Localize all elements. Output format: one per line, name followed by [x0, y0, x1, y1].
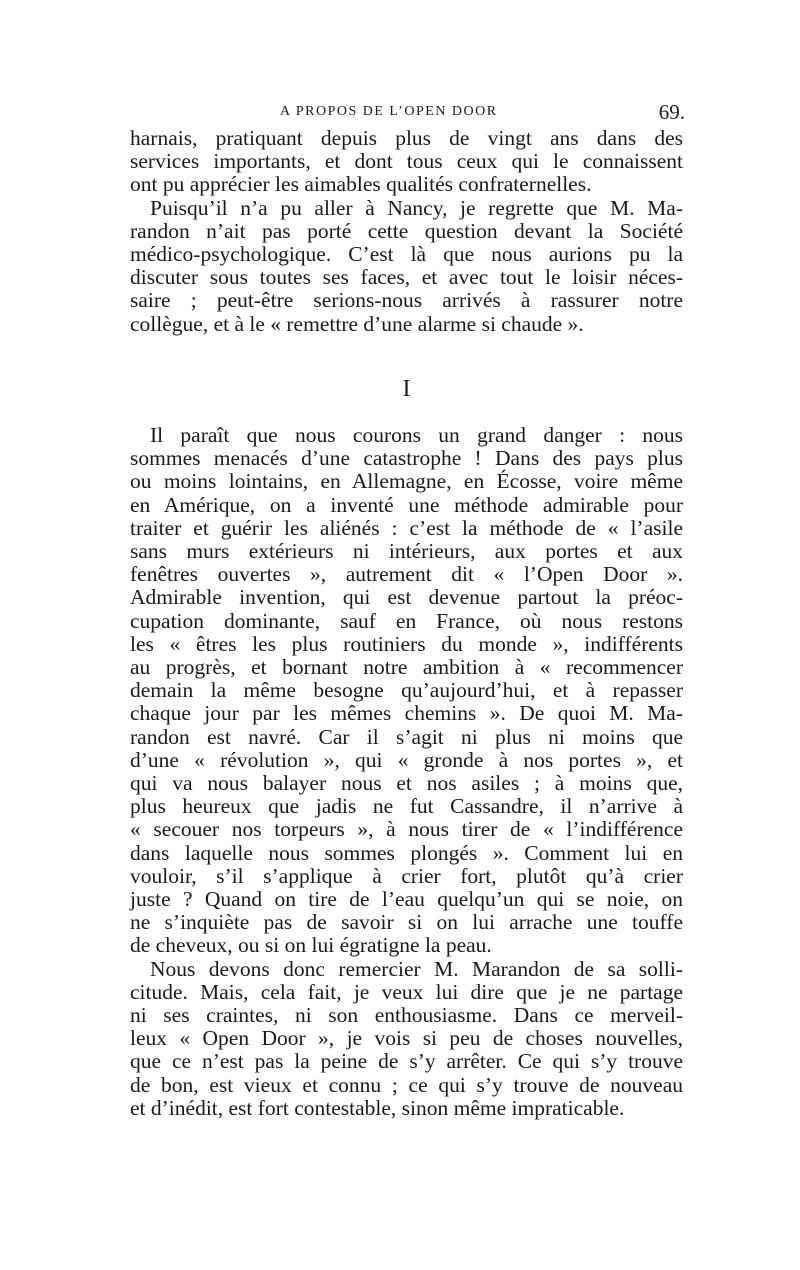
text-line: plus heureux que jadis ne fut Cassandre, il n’arrive à	[130, 794, 683, 819]
text-line: au progrès, et bornant notre ambition à « recommencer	[130, 655, 683, 680]
text-line: demain la même besogne qu’aujourd’hui, et à repasser	[130, 678, 683, 703]
text-line: les « êtres les plus routiniers du monde », indifférents	[130, 631, 683, 656]
text-line: citude. Mais, cela fait, je veux lui dire que je ne partage	[130, 979, 683, 1004]
text-block-section-1	[130, 424, 683, 1120]
text-line: vouloir, s’il s’applique à crier fort, plutôt qu’à crier	[130, 863, 683, 888]
text-line: services importants, et dont tous ceux qui le connaissent	[130, 149, 683, 174]
running-head	[130, 100, 685, 124]
page-number: 69.	[658, 100, 685, 124]
running-title: A PROPOS DE L’OPEN DOOR	[280, 104, 498, 119]
text-line: Admirable invention, qui est devenue partout la préoc-	[130, 585, 683, 610]
text-line: Puisqu’il n’a pu aller à Nancy, je regrette que M. Ma-	[150, 195, 683, 220]
text-line: « secouer nos torpeurs », à nous tirer de « l’indifférence	[130, 817, 683, 842]
text-line: sommes menacés d’une catastrophe ! Dans des pays plus	[130, 446, 683, 471]
text-line: saire ; peut-être serions-nous arrivés à rassurer notre	[130, 288, 683, 313]
text-line: traiter et guérir les aliénés : c’est la méthode de « l’asile	[130, 515, 683, 540]
text-block-continuation	[130, 127, 683, 336]
text-line: Nous devons donc remercier M. Marandon de sa solli-	[150, 956, 683, 981]
text-line: dans laquelle nous sommes plongés ». Comment lui en	[130, 840, 683, 865]
section-heading: I	[402, 376, 411, 402]
text-line: sans murs extérieurs ni intérieurs, aux portes et aux	[130, 539, 683, 564]
text-line: discuter sous toutes ses faces, et avec tout le loisir néces-	[130, 265, 683, 290]
text-line: randon n’ait pas porté cette question devant la Société	[130, 218, 683, 243]
text-line: ni ses craintes, ni son enthousiasme. Dans ce merveil-	[130, 1003, 683, 1028]
text-line: leux « Open Door », je vois si peu de choses nouvelles,	[130, 1026, 683, 1051]
text-line: Il paraît que nous courons un grand danger : nous	[150, 423, 683, 447]
text-line: médico-psychologique. C’est là que nous aurions pu la	[130, 242, 683, 267]
text-line: ou moins lointains, en Allemagne, en Écosse, voire même	[130, 469, 683, 494]
text-line: ont pu apprécier les aimables qualités confraternelles.	[130, 172, 592, 197]
text-line: juste ? Quand on tire de l’eau quelqu’un qui se noie, on	[130, 887, 683, 912]
text-line: de bon, est vieux et connu ; ce qui s’y trouve de nouveau	[130, 1072, 683, 1097]
text-line: qui va nous balayer nous et nos asiles ; à moins que,	[130, 771, 683, 796]
text-line: fenêtres ouvertes », autrement dit « l’Open Door ».	[130, 562, 683, 587]
text-line: collègue, et à le « remettre d’une alarme si chaude ».	[130, 311, 584, 336]
text-line: en Amérique, on a inventé une méthode admirable pour	[130, 492, 683, 517]
text-line: randon est navré. Car il s’agit ni plus ni moins que	[130, 724, 683, 749]
text-line: chaque jour par les mêmes chemins ». De quoi M. Ma-	[130, 701, 683, 726]
text-line: de cheveux, ou si on lui égratigne la peau.	[130, 933, 492, 958]
text-line: que ce n’est pas la peine de s’y arrêter. Ce qui s’y trouve	[130, 1049, 683, 1074]
text-line: d’une « révolution », qui « gronde à nos portes », et	[130, 747, 683, 772]
text-line: cupation dominante, sauf en France, où nous restons	[130, 608, 683, 633]
text-line: et d’inédit, est fort contestable, sinon même impraticable.	[130, 1095, 625, 1120]
text-line: harnais, pratiquant depuis plus de vingt ans dans des	[130, 126, 683, 150]
text-line: ne s’inquiète pas de savoir si on lui arrache une touffe	[130, 910, 683, 935]
